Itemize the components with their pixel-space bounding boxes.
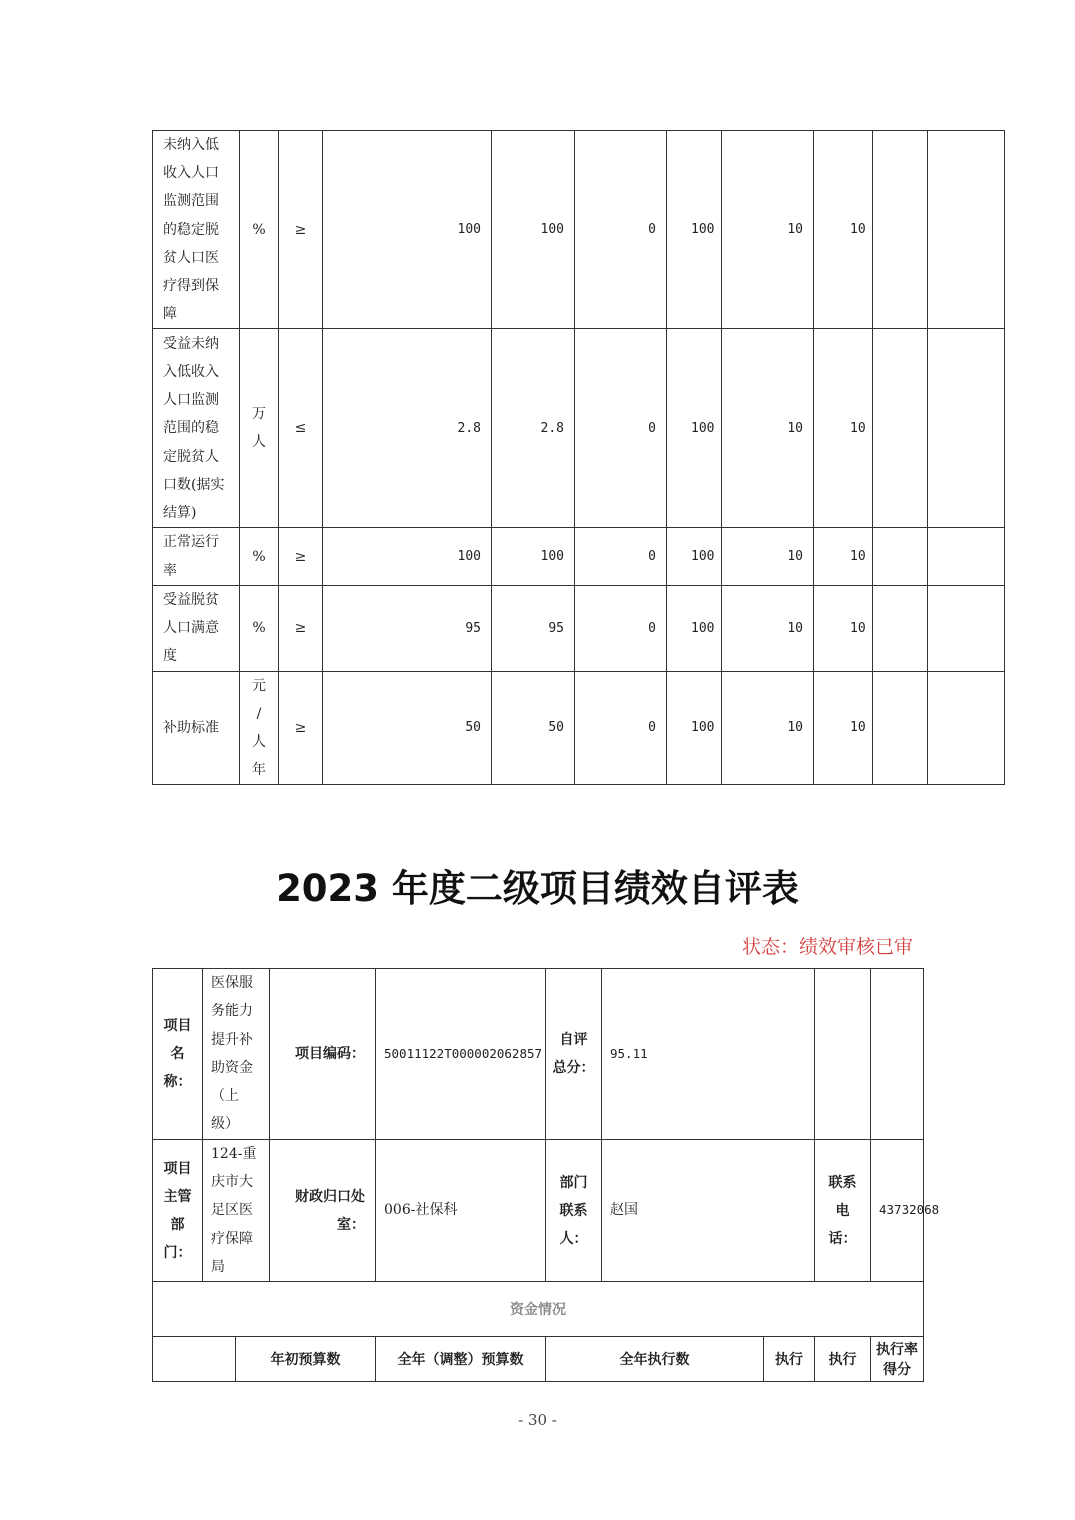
funds-section-row bbox=[153, 1282, 924, 1337]
indicator-name: 补助标准 bbox=[153, 671, 240, 784]
total-score-label: 自评 总分： bbox=[546, 969, 602, 1140]
project-code-value: 50011122T000002062857 bbox=[376, 969, 546, 1140]
empty-cell bbox=[928, 671, 1005, 784]
indicator-name: 未纳入低 收入人口 监测范围 的稳定脱 贫人口医 疗得到保 障 bbox=[153, 131, 240, 329]
indicator-rate: 100 bbox=[667, 528, 722, 585]
funds-header: 执行 bbox=[815, 1337, 871, 1382]
indicator-operator: ≤ bbox=[279, 329, 323, 528]
indicator-row bbox=[153, 671, 1005, 784]
indicator-operator: ≥ bbox=[279, 585, 323, 671]
total-score-value: 95.11 bbox=[602, 969, 815, 1140]
indicator-score: 10 bbox=[814, 329, 873, 528]
indicator-target: 100 bbox=[323, 131, 492, 329]
indicator-weight: 10 bbox=[722, 671, 814, 784]
status-label: 状态：绩效审核已审 bbox=[741, 936, 913, 958]
indicator-unit: 万 人 bbox=[240, 329, 279, 528]
empty-cell bbox=[873, 329, 928, 528]
indicator-deviation: 0 bbox=[575, 528, 667, 585]
contact-person-label: 部门 联系 人： bbox=[546, 1139, 602, 1281]
project-name-row bbox=[153, 969, 924, 1140]
indicator-actual: 95 bbox=[492, 585, 575, 671]
department-value: 124-重 庆市大 足区医 疗保障 局 bbox=[203, 1139, 270, 1281]
indicator-weight: 10 bbox=[722, 528, 814, 585]
indicator-target: 2.8 bbox=[323, 329, 492, 528]
indicator-unit: 元 / 人 年 bbox=[240, 671, 279, 784]
indicator-actual: 2.8 bbox=[492, 329, 575, 528]
project-name-value: 医保服 务能力 提升补 助资金 （上 级） bbox=[203, 969, 270, 1140]
department-label: 项目 主管 部 门： bbox=[153, 1139, 203, 1281]
funds-header: 年初预算数 bbox=[236, 1337, 376, 1382]
empty-cell bbox=[873, 585, 928, 671]
indicator-actual: 100 bbox=[492, 528, 575, 585]
project-code-label: 项目编码： bbox=[270, 969, 376, 1140]
indicator-rate: 100 bbox=[667, 131, 722, 329]
phone-label: 联系 电 话： bbox=[815, 1139, 871, 1281]
indicator-unit: % bbox=[240, 131, 279, 329]
indicator-deviation: 0 bbox=[575, 131, 667, 329]
indicator-weight: 10 bbox=[722, 329, 814, 528]
indicator-name: 正常运行 率 bbox=[153, 528, 240, 585]
project-name-label: 项目 名 称： bbox=[153, 969, 203, 1140]
indicator-row bbox=[153, 528, 1005, 585]
empty-cell bbox=[873, 131, 928, 329]
indicator-row bbox=[153, 329, 1005, 528]
finance-office-value: 006-社保科 bbox=[376, 1139, 546, 1281]
contact-person-value: 赵国 bbox=[602, 1139, 815, 1281]
funds-header: 全年（调整）预算数 bbox=[376, 1337, 546, 1382]
indicator-score: 10 bbox=[814, 131, 873, 329]
finance-office-label: 财政归口处 室： bbox=[270, 1139, 376, 1281]
phone-value: 43732068 bbox=[871, 1139, 924, 1281]
department-row bbox=[153, 1139, 924, 1281]
indicator-rate: 100 bbox=[667, 585, 722, 671]
funds-header: 全年执行数 bbox=[546, 1337, 764, 1382]
indicator-name: 受益脱贫 人口满意 度 bbox=[153, 585, 240, 671]
indicator-deviation: 0 bbox=[575, 671, 667, 784]
empty-cell bbox=[873, 671, 928, 784]
indicator-score: 10 bbox=[814, 528, 873, 585]
project-info-table bbox=[152, 968, 940, 1382]
indicator-score: 10 bbox=[814, 585, 873, 671]
indicator-name: 受益未纳 入低收入 人口监测 范围的稳 定脱贫人 口数(据实 结算) bbox=[153, 329, 240, 528]
empty-cell bbox=[815, 969, 871, 1140]
indicator-row bbox=[153, 585, 1005, 671]
indicator-operator: ≥ bbox=[279, 671, 323, 784]
empty-cell bbox=[153, 1337, 236, 1382]
indicator-operator: ≥ bbox=[279, 528, 323, 585]
indicator-unit: % bbox=[240, 585, 279, 671]
empty-cell bbox=[928, 585, 1005, 671]
indicator-actual: 100 bbox=[492, 131, 575, 329]
indicator-table bbox=[152, 130, 1005, 785]
indicator-unit: % bbox=[240, 528, 279, 585]
empty-cell bbox=[873, 528, 928, 585]
indicator-score: 10 bbox=[814, 671, 873, 784]
funds-section-title: 资金情况 bbox=[153, 1282, 924, 1337]
funds-header: 执行 bbox=[764, 1337, 815, 1382]
indicator-weight: 10 bbox=[722, 585, 814, 671]
indicator-rate: 100 bbox=[667, 329, 722, 528]
page-number: - 30 - bbox=[518, 1411, 557, 1429]
indicator-row bbox=[153, 131, 1005, 329]
empty-cell bbox=[928, 528, 1005, 585]
empty-cell bbox=[871, 969, 924, 1140]
indicator-operator: ≥ bbox=[279, 131, 323, 329]
indicator-rate: 100 bbox=[667, 671, 722, 784]
empty-cell bbox=[928, 131, 1005, 329]
indicator-deviation: 0 bbox=[575, 329, 667, 528]
indicator-weight: 10 bbox=[722, 131, 814, 329]
empty-cell bbox=[928, 329, 1005, 528]
page-title: 2023 年度二级项目绩效自评表 bbox=[276, 867, 799, 910]
indicator-target: 95 bbox=[323, 585, 492, 671]
funds-header: 执行率得分 bbox=[871, 1337, 924, 1382]
funds-header-row bbox=[153, 1337, 924, 1382]
indicator-actual: 50 bbox=[492, 671, 575, 784]
indicator-target: 50 bbox=[323, 671, 492, 784]
indicator-target: 100 bbox=[323, 528, 492, 585]
indicator-deviation: 0 bbox=[575, 585, 667, 671]
